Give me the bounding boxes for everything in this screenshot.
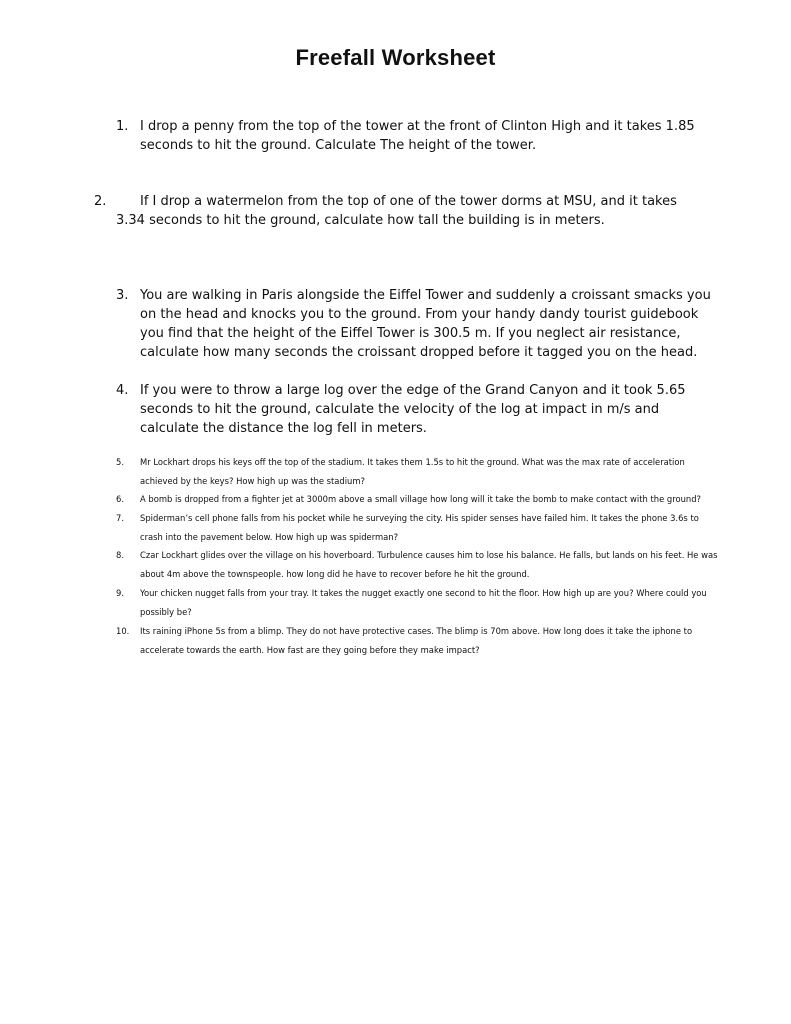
question-text: A bomb is dropped from a fighter jet at 3000m above a small village how long will it take the bomb to make contact with the ground? bbox=[140, 494, 701, 504]
question-4 bbox=[116, 381, 710, 438]
question-number: 6. bbox=[116, 494, 124, 504]
question-5 bbox=[116, 453, 720, 490]
question-number: 7. bbox=[116, 513, 124, 523]
question-text: Its raining iPhone 5s from a blimp. They do not have protective cases. The blimp is 70m above. How long does it take the iphone to accelerate towards the earth. How fast are they going before they make impact? bbox=[140, 626, 693, 655]
question-8 bbox=[116, 546, 725, 583]
question-6 bbox=[116, 490, 740, 509]
question-text: Czar Lockhart glides over the village on his hoverboard. Turbulence causes him to lose his balance. He falls, but lands on his feet. He was about 4m above the townspeople. how long did he have to recover before he hit the ground. bbox=[140, 550, 718, 579]
question-number: 1. bbox=[116, 119, 129, 134]
page-title: Freefall Worksheet bbox=[295, 45, 496, 70]
question-2 bbox=[94, 192, 706, 230]
question-text: You are walking in Paris alongside the Eiffel Tower and suddenly a croissant smacks you on the head and knocks you to the ground. From your handy dandy tourist guidebook you find that the height of the Eiffel Tower is 300.5 m. If you neglect air resistance, calculate how many seconds the croissant dropped before it tagged you on the head. bbox=[140, 288, 711, 360]
question-text: If I drop a watermelon from the top of one of the tower dorms at MSU, and it takes 3.34 seconds to hit the ground, calculate how tall the building is in meters. bbox=[116, 194, 677, 228]
question-7 bbox=[116, 509, 720, 546]
question-number: 2. bbox=[94, 194, 107, 209]
question-number: 5. bbox=[116, 457, 124, 467]
question-text: If you were to throw a large log over the edge of the Grand Canyon and it took 5.65 seconds to hit the ground, calculate the velocity of the log at impact in m/s and calculate the distance the log fell in meters. bbox=[140, 383, 686, 436]
question-number: 10. bbox=[116, 626, 130, 636]
question-text: Mr Lockhart drops his keys off the top of the stadium. It takes them 1.5s to hit the ground. What was the max rate of acceleration achieved by the keys? How high up was the stadium? bbox=[140, 457, 685, 486]
question-9 bbox=[116, 584, 725, 621]
question-text: Spiderman’s cell phone falls from his pocket while he surveying the city. His spider senses have failed him. It takes the phone 3.6s to crash into the pavement below. How high up was spiderman? bbox=[140, 513, 699, 542]
question-number: 9. bbox=[116, 588, 124, 598]
question-number: 3. bbox=[116, 288, 129, 303]
question-number: 8. bbox=[116, 550, 124, 560]
question-number: 4. bbox=[116, 383, 129, 398]
question-3 bbox=[116, 286, 720, 362]
question-10 bbox=[116, 622, 720, 659]
question-1 bbox=[116, 117, 700, 155]
question-text: Your chicken nugget falls from your tray. It takes the nugget exactly one second to hit the floor. How high up are you? Where could you possibly be? bbox=[140, 588, 707, 617]
question-text: I drop a penny from the top of the tower at the front of Clinton High and it takes 1.85 seconds to hit the ground. Calculate The height of the tower. bbox=[140, 119, 695, 153]
